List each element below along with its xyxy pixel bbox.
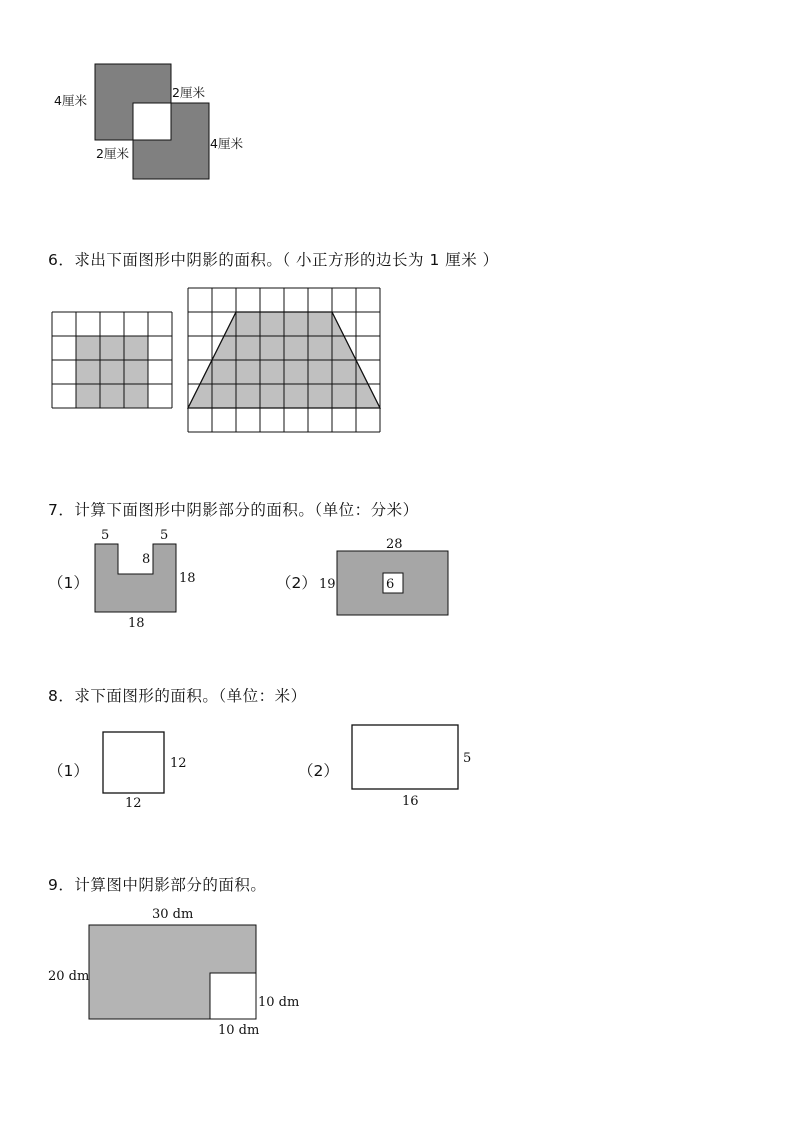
q8-p2-right: 5 [463, 751, 472, 766]
q7-p1-bottom: 18 [128, 616, 145, 631]
q7-p1-right: 18 [179, 571, 196, 586]
q8-part2-label: （2） [298, 762, 339, 780]
q7-p2-left: 19 [319, 577, 336, 592]
question-8-text: 8．求下面图形的面积。（单位：米） [48, 687, 307, 705]
q8-p1-right: 12 [170, 756, 187, 771]
q7-p2-inner: 6 [386, 577, 395, 592]
q7-p1-top-right: 5 [160, 528, 169, 543]
q7-part1-label: （1） [48, 574, 89, 592]
fig5-left-label: 4厘米 [54, 93, 87, 108]
q8-p1-bottom: 12 [125, 796, 142, 811]
q9-top: 30 dm [152, 907, 194, 922]
question-7-text: 7．计算下面图形中阴影部分的面积。（单位：分米） [48, 501, 419, 519]
q7-p2-top: 28 [386, 537, 403, 552]
q9-inner-bottom: 10 dm [218, 1023, 260, 1038]
q7-p1-notch: 8 [142, 552, 151, 567]
question-9-text: 9．计算图中阴影部分的面积。 [48, 876, 267, 894]
fig5-top-label: 2厘米 [172, 85, 205, 100]
q9-inner-right: 10 dm [258, 995, 300, 1010]
q8-part1-label: （1） [48, 762, 89, 780]
q8-p2-bottom: 16 [402, 794, 419, 809]
corner-square [210, 973, 256, 1019]
q7-p1-top-left: 5 [101, 528, 110, 543]
fig5-right-label: 4厘米 [210, 136, 243, 151]
fig5-bottom-label: 2厘米 [96, 146, 129, 161]
q9-left: 20 dm [48, 969, 90, 984]
question-6-text: 6．求出下面图形中阴影的面积。（ 小正方形的边长为 1 厘米 ） [48, 251, 499, 269]
q7-part2-label: （2） [276, 574, 317, 592]
